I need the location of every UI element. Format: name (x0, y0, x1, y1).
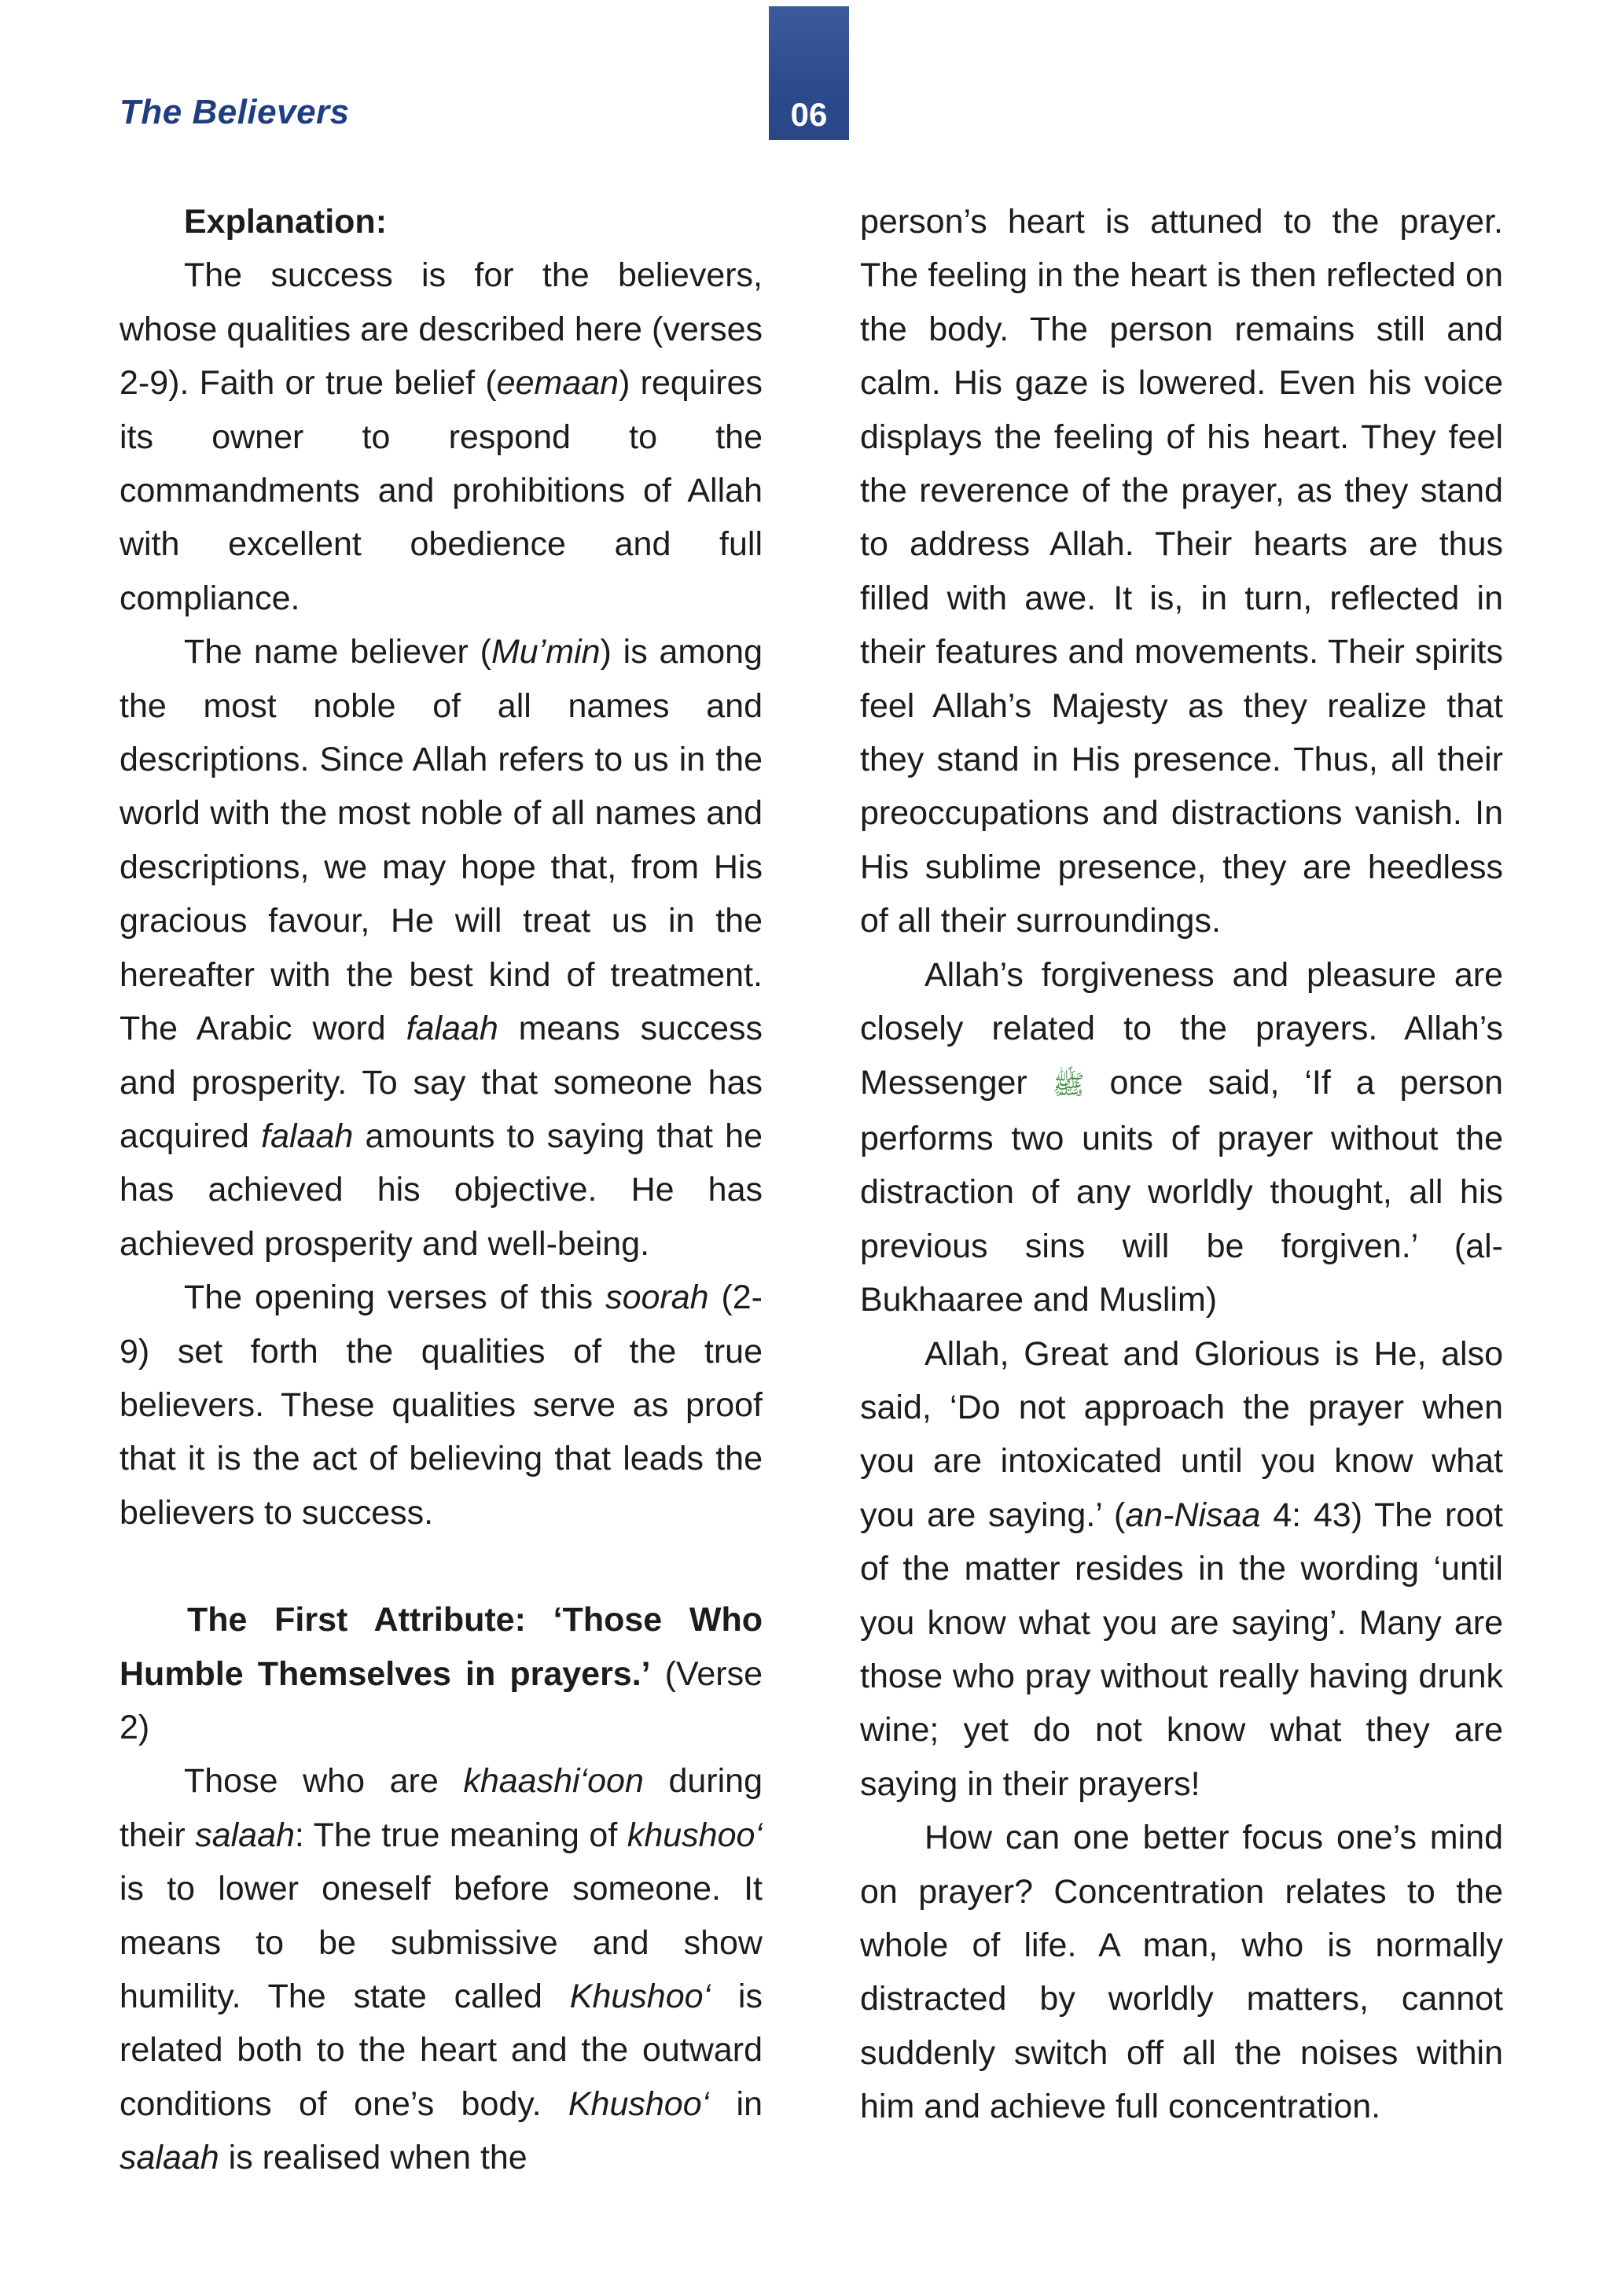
text-run: 4: 43) The root of the matter resides in the wording ‘until you know what you are saying’. Many are those who pray without really having drunk wine; yet do not know what they are saying in their prayers! (860, 1496, 1503, 1803)
text-run: during their (119, 1762, 763, 1854)
italic-term: salaah (195, 1816, 295, 1854)
verse-reference: (Verse 2) (119, 1654, 763, 1746)
text-run: The opening verses of this (184, 1279, 606, 1317)
italic-term: Mu’min (491, 633, 601, 672)
explanation-heading: Explanation: (184, 203, 388, 241)
text-run: (2-9) set forth the qualities of the true believers. These qualities serve as proof that it is the act of believing that leads the believers to success. (119, 1279, 763, 1532)
italic-term: khushoo‘ (627, 1816, 763, 1854)
text-run: Allah, Great and Glorious is He, also said, ‘Do not approach the prayer when you are intoxicated until you know what you are saying.’ ( (860, 1334, 1503, 1534)
italic-term: salaah (119, 2139, 219, 2177)
text-run: is to lower oneself before someone. It means to be submissive and show humility. The state called (119, 1870, 763, 2015)
italic-term: Khushoo‘ (569, 1978, 711, 2015)
italic-term: soorah (605, 1279, 709, 1317)
text-run: The name believer ( (184, 633, 491, 672)
heading-text: The First Attribute: ‘Those Who Humble Themselves in prayers.’ (119, 1601, 763, 1693)
text-run: ) is among the most noble of all names and descriptions. Since Allah refers to us in the world with the most noble of all names and descriptions, we may hope that, from His gracious favour, He will treat us in the hereafter with the best kind of treatment. The Arabic word (119, 633, 763, 1048)
text-run: is realised when the (219, 2139, 527, 2177)
text-run: is related both to the heart and the outward conditions of one’s body. (119, 1978, 763, 2123)
text-run: Allah’s forgiveness and pleasure are closely related to the prayers. Allah’s Messenger (860, 955, 1503, 1102)
right-paragraph-1: person’s heart is attuned to the prayer. The feeling in the heart is then reflected on the body. The person remains still and calm. His gaze is lowered. Even his voice displays the feeling of his heart. They feel the reverence of the prayer, as they stand to address Allah. Their hearts are thus filled with awe. It is, in turn, reflected in their features and movements. Their spirits feel Allah’s Majesty as they realize that they stand in His presence. Thus, all their preoccupations and distractions vanish. In His sublime presence, they are heedless of all their surroundings. (860, 203, 1503, 940)
italic-term: falaah (406, 1010, 498, 1048)
right-paragraph-2 (860, 948, 1503, 1327)
section-spacer (119, 1540, 763, 1593)
right-paragraph-3 (860, 1327, 1503, 1812)
text-run: The success is for the believers, whose qualities are described here (verses 2-9). Faith or true belief ( (119, 256, 763, 403)
italic-term: an-Nisaa (1125, 1496, 1261, 1534)
text-run: once said, ‘If a person performs two units of prayer without the distraction of any worldly thought, all his previous sins will be forgiven.’ (al-Bukhaaree and Muslim) (860, 1063, 1503, 1319)
text-run: in (709, 2084, 763, 2123)
right-column (860, 195, 1503, 2134)
text-run: : The true meaning of (294, 1816, 627, 1854)
left-column (119, 195, 763, 2185)
left-paragraph-4 (119, 1754, 763, 2184)
italic-term: eemaan (496, 364, 619, 403)
left-paragraph-2 (119, 625, 763, 1271)
text-run: amounts to saying that he has achieved his objective. He has achieved prosperity and well-being. (119, 1117, 763, 1263)
page-number-tab (769, 6, 849, 140)
text-run: ) requires its owner to respond to the commandments and prohibitions of Allah with excellent obedience and full compliance. (119, 364, 763, 617)
right-paragraph-4: How can one better focus one’s mind on prayer? Concentration relates to the whole of life. A man, who is normally distracted by worldly matters, cannot suddenly switch off all the noises within him and achieve full concentration. (860, 1819, 1503, 2126)
text-run: Those who are (184, 1762, 464, 1801)
left-paragraph-3 (119, 1271, 763, 1540)
text-run: means success and prosperity. To say that someone has acquired (119, 1010, 763, 1155)
italic-term: Khushoo‘ (568, 2084, 710, 2123)
page-number: 06 (790, 96, 828, 133)
salutation-glyph: ﷺ (1052, 1069, 1085, 1100)
italic-term: khaashi‘oon (463, 1762, 644, 1801)
first-attribute-heading (119, 1593, 763, 1754)
italic-term: falaah (261, 1117, 354, 1155)
running-header-title: The Believers (119, 93, 350, 131)
left-paragraph-1 (119, 248, 763, 625)
